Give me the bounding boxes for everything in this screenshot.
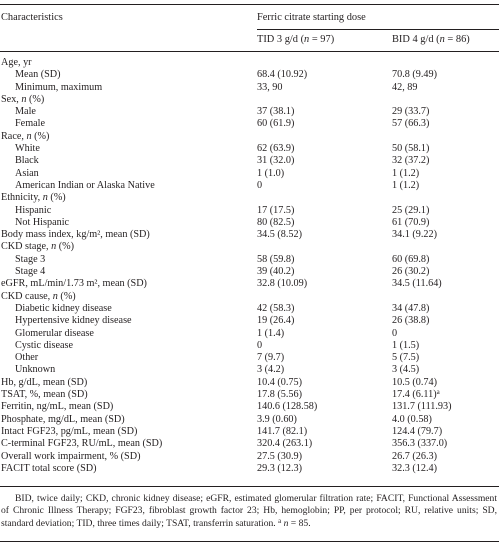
tid-value: 17 (17.5) <box>257 204 295 216</box>
row-label: Stage 4 <box>15 266 46 278</box>
tid-value: 42 (58.3) <box>257 302 295 314</box>
row-label: Unknown <box>15 364 56 376</box>
table-row <box>0 278 499 290</box>
bid-value: 61 (70.9) <box>392 216 430 228</box>
row-label: Male <box>15 106 36 118</box>
table-row <box>0 94 499 106</box>
table-row <box>0 241 499 253</box>
bid-value: 57 (66.3) <box>392 118 430 130</box>
table-row <box>0 315 499 327</box>
row-label: Minimum, maximum <box>15 81 103 93</box>
row-label: CKD stage, n (%) <box>1 241 75 253</box>
bid-value: 1 (1.2) <box>392 167 420 179</box>
bid-value: 34 (47.8) <box>392 302 430 314</box>
row-label: C-terminal FGF23, RU/mL, mean (SD) <box>1 438 163 450</box>
tid-value: 27.5 (30.9) <box>257 450 302 462</box>
row-label: Stage 3 <box>15 253 46 265</box>
bid-value: 26 (30.2) <box>392 266 430 278</box>
header-bid: BID 4 g/d (n = 86) <box>392 34 470 45</box>
row-label: TSAT, %, mean (SD) <box>1 389 88 401</box>
bid-value: 10.5 (0.74) <box>392 376 437 388</box>
bid-value: 17.4 $(6.11)^a$ <box>392 388 440 401</box>
row-label: Other <box>15 352 39 364</box>
row-label: Hispanic <box>15 204 52 216</box>
table-row <box>0 340 499 352</box>
table-row <box>0 69 499 81</box>
footnote-rule <box>0 541 499 542</box>
tid-value: 19 (26.4) <box>257 315 295 327</box>
tid-value: 10.4 (0.75) <box>257 376 302 388</box>
bid-value: 32.3 (12.4) <box>392 462 437 474</box>
bid-value: 26.7 (26.3) <box>392 450 437 462</box>
table-row <box>0 303 499 315</box>
row-label: Ferritin, ng/mL, mean (SD) <box>1 401 114 413</box>
bid-value: 70.8 (9.49) <box>392 69 437 81</box>
bid-value: 1 (1.5) <box>392 339 420 351</box>
bid-value: 0 <box>392 327 398 339</box>
tid-value: 3 (4.2) <box>257 364 285 376</box>
table-row <box>0 205 499 217</box>
tid-value: 1 (1.0) <box>257 167 285 179</box>
row-label: Intact FGF23, pg/mL, mean (SD) <box>1 425 138 437</box>
row-label: Asian <box>15 167 39 179</box>
table-footnote: BID, twice daily; CKD, chronic kidney disease; eGFR, estimated glomerular filtration rate; FACIT, Functional Assessment of Chronic Illness Therapy; FGF23, fibroblast growth factor 23; Hb, hemoglobin; PP, per protocol; RU, relative units; SD, standard deviation; TID, three times daily; TSAT, transferrin saturation. $^a$ n = 85. <box>1 493 497 529</box>
table-row <box>0 377 499 389</box>
tid-value: 7 (9.7) <box>257 352 285 364</box>
table-row <box>0 131 499 143</box>
row-label: Sex, n (%) <box>1 93 45 105</box>
row-label: Mean (SD) <box>15 69 61 81</box>
group-underline <box>257 29 499 30</box>
row-label: Hb, g/dL, mean (SD) <box>1 376 88 388</box>
row-label: Diabetic kidney disease <box>15 302 112 314</box>
table-row <box>0 352 499 364</box>
header-characteristics: Characteristics <box>1 12 63 23</box>
bid-value: 34.5 (11.64) <box>392 278 442 290</box>
tid-value: 1 (1.4) <box>257 327 285 339</box>
table-row <box>0 82 499 94</box>
table-row <box>0 155 499 167</box>
row-label: Phosphate, mg/dL, mean (SD) <box>1 413 125 425</box>
tid-value: 60 (61.9) <box>257 118 295 130</box>
table-row <box>0 229 499 241</box>
tid-value: 34.5 (8.52) <box>257 229 302 241</box>
bid-value: 29 (33.7) <box>392 106 430 118</box>
tid-value: 0 <box>257 339 263 351</box>
tid-value: 68.4 (10.92) <box>257 69 308 81</box>
top-rule <box>0 4 499 5</box>
tid-value: 31 (32.0) <box>257 155 295 167</box>
tid-value: 32.8 (10.09) <box>257 278 308 290</box>
tid-value: 37 (38.1) <box>257 106 295 118</box>
table-row <box>0 106 499 118</box>
bottom-rule <box>0 486 499 487</box>
tid-value: 62 (63.9) <box>257 143 295 155</box>
row-label: Not Hispanic <box>15 216 70 228</box>
table-row <box>0 401 499 413</box>
row-label: White <box>15 143 40 155</box>
bid-value: 3 (4.5) <box>392 364 420 376</box>
table-row <box>0 438 499 450</box>
table-row <box>0 180 499 192</box>
tid-value: 58 (59.8) <box>257 253 295 265</box>
table-row <box>0 291 499 303</box>
tid-value: 33, 90 <box>257 81 283 93</box>
tid-value: 140.6 (128.58) <box>257 401 318 413</box>
row-label: Hypertensive kidney disease <box>15 315 132 327</box>
table-row <box>0 414 499 426</box>
table-row <box>0 426 499 438</box>
bid-value: 124.4 (79.7) <box>392 425 443 437</box>
table-row <box>0 217 499 229</box>
tid-value: 3.9 (0.60) <box>257 413 297 425</box>
row-label: Body mass index, kg/m², mean (SD) <box>1 229 150 241</box>
header-tid: TID 3 g/d (n = 97) <box>257 34 335 45</box>
bid-value: 1 (1.2) <box>392 179 420 191</box>
row-label: Overall work impairment, % (SD) <box>1 450 141 462</box>
tid-value: 0 <box>257 179 263 191</box>
row-label: Ethnicity, n (%) <box>1 192 66 204</box>
bid-value: 131.7 (111.93) <box>392 401 452 413</box>
row-label: Cystic disease <box>15 339 74 351</box>
table-body <box>0 57 499 475</box>
table-row <box>0 57 499 69</box>
table-row <box>0 266 499 278</box>
bid-value: 50 (58.1) <box>392 143 430 155</box>
tid-value: 320.4 (263.1) <box>257 438 313 450</box>
header-rule <box>0 51 499 52</box>
table-row <box>0 463 499 475</box>
row-label: American Indian or Alaska Native <box>15 179 155 191</box>
table-row <box>0 389 499 401</box>
bid-value: 42, 89 <box>392 81 418 93</box>
row-label: Female <box>15 118 45 130</box>
bid-value: 25 (29.1) <box>392 204 430 216</box>
row-label: Black <box>15 155 39 167</box>
header-group: Ferric citrate starting dose <box>257 12 366 23</box>
tid-value: 29.3 (12.3) <box>257 462 302 474</box>
table-row <box>0 328 499 340</box>
tid-value: 39 (40.2) <box>257 266 295 278</box>
table-row <box>0 192 499 204</box>
table-row <box>0 118 499 130</box>
bid-value: 60 (69.8) <box>392 253 430 265</box>
row-label: CKD cause, n (%) <box>1 290 76 302</box>
bid-value: 4.0 (0.58) <box>392 413 432 425</box>
row-label: Age, yr <box>1 57 32 68</box>
row-label: FACIT total score (SD) <box>1 462 97 474</box>
table-row <box>0 143 499 155</box>
bid-value: 34.1 (9.22) <box>392 229 437 241</box>
bid-value: 5 (7.5) <box>392 352 420 364</box>
table-row <box>0 254 499 266</box>
row-label: eGFR, mL/min/1.73 m², mean (SD) <box>1 278 147 290</box>
tid-value: 141.7 (82.1) <box>257 425 308 437</box>
table-row <box>0 168 499 180</box>
bid-value: 26 (38.8) <box>392 315 430 327</box>
tid-value: 17.8 (5.56) <box>257 389 302 401</box>
tid-value: 80 (82.5) <box>257 216 295 228</box>
table-row <box>0 364 499 376</box>
table-row <box>0 451 499 463</box>
row-label: Race, n (%) <box>1 130 50 142</box>
row-label: Glomerular disease <box>15 327 94 339</box>
bid-value: 32 (37.2) <box>392 155 430 167</box>
bid-value: 356.3 (337.0) <box>392 438 448 450</box>
